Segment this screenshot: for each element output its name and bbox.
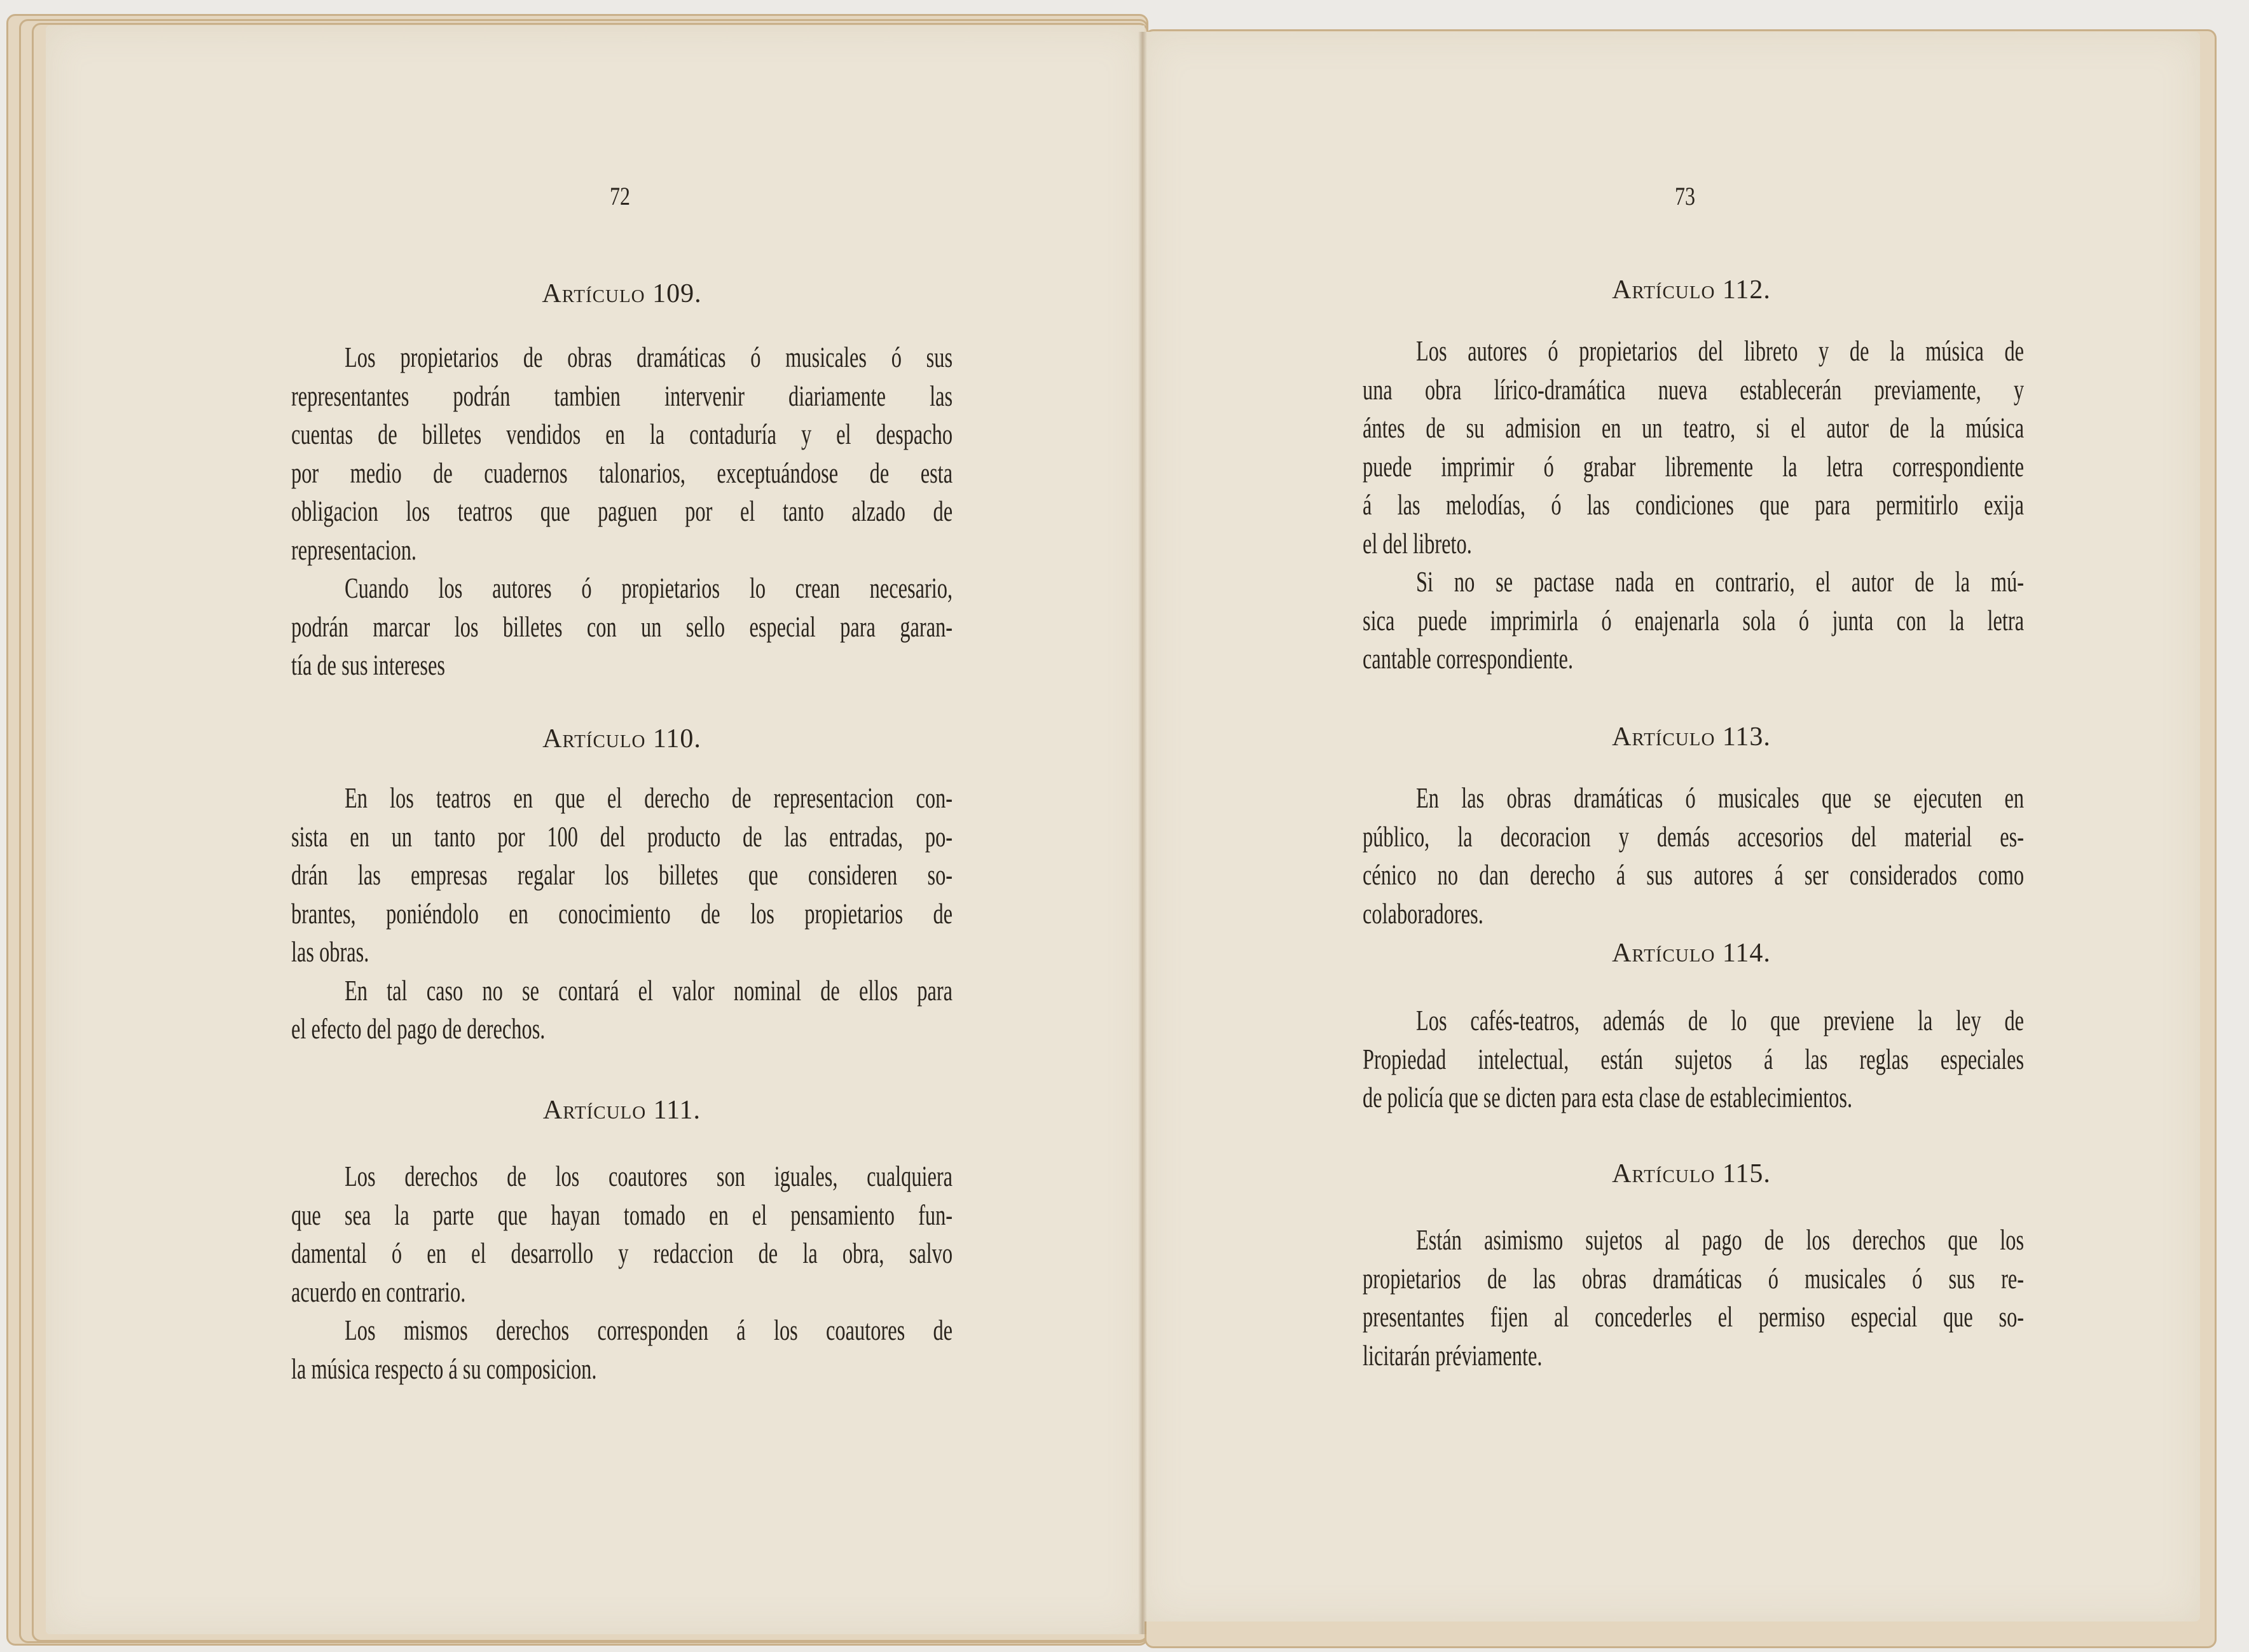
text-line: el efecto del pago de derechos. — [291, 1013, 546, 1045]
text-line: En los teatros en que el derecho de representacion con- — [345, 782, 953, 814]
article-body — [1363, 1002, 2024, 1117]
article-heading-number: 113. — [1722, 722, 1771, 752]
article-body — [291, 338, 953, 685]
text-line: brantes, poniéndolo en conocimiento de los propietarios de — [291, 897, 953, 930]
text-line: Los derechos de los coautores son iguales, cualquiera — [345, 1160, 953, 1192]
text-line: drán las empresas regalar los billetes que consideren so- — [291, 859, 953, 891]
text-line: cantable correspondiente. — [1363, 643, 1574, 675]
article-heading — [1361, 722, 2022, 752]
article-heading-word: Artículo — [1612, 722, 1716, 752]
text-line: público, la decoracion y demás accesorios del material es- — [1363, 820, 2025, 853]
text-line: ántes de su admision en un teatro, si el autor de la música — [1363, 412, 2025, 444]
text-line: cuentas de billetes vendidos en la contaduría y el despacho — [291, 418, 953, 450]
article-heading — [291, 1095, 953, 1125]
article-body — [1363, 332, 2024, 678]
article-heading-word: Artículo — [1612, 275, 1716, 305]
text-line: tía de sus intereses — [291, 649, 446, 681]
text-line: En tal caso no se contará el valor nominal de ellos para — [345, 974, 953, 1007]
article-heading — [291, 279, 953, 309]
article-heading-number: 111. — [653, 1096, 701, 1125]
text-line: que sea la parte que hayan tomado en el pensamiento fun- — [291, 1199, 953, 1231]
article-heading-word: Artículo — [542, 279, 645, 308]
text-line: Los autores ó propietarios del libreto y de la música de — [1416, 335, 2025, 367]
text-line: sica puede imprimirla ó enajenarla sola ó junta con la letra — [1363, 604, 2025, 637]
article-heading-word: Artículo — [542, 724, 646, 754]
article-heading-number: 110. — [652, 724, 701, 754]
article-heading-word: Artículo — [1612, 1159, 1716, 1188]
text-line: por medio de cuadernos talonarios, exceptuándose de esta — [291, 457, 953, 489]
text-line: licitarán préviamente. — [1363, 1339, 1543, 1372]
article-heading-word: Artículo — [542, 1096, 647, 1125]
text-line: Cuando los autores ó propietarios lo crean necesario, — [345, 572, 953, 604]
text-line: Están asimismo sujetos al pago de los derechos que los — [1416, 1224, 2025, 1256]
page-number-left: 72 — [610, 182, 630, 210]
article-heading — [1361, 938, 2022, 968]
text-line: el del libreto. — [1363, 527, 1472, 560]
text-line: la música respecto á su composicion. — [291, 1353, 597, 1385]
article-heading-number: 109. — [652, 279, 702, 308]
article-body — [291, 779, 953, 1049]
text-line: sista en un tanto por 100 del producto de las entradas, po- — [291, 820, 953, 853]
article-body — [1363, 779, 2024, 933]
text-line: Propiedad intelectual, están sujetos á las reglas especiales — [1363, 1043, 2025, 1075]
article-heading-number: 115. — [1722, 1159, 1771, 1188]
article-heading — [1361, 275, 2022, 305]
text-line: damental ó en el desarrollo y redaccion de la obra, salvo — [291, 1237, 953, 1269]
article-heading-number: 112. — [1722, 275, 1771, 305]
text-line: una obra lírico-dramática nueva establecerán previamente, y — [1363, 373, 2025, 406]
article-heading — [291, 724, 953, 754]
text-line: colaboradores. — [1363, 897, 1483, 930]
page-number-right: 73 — [1675, 182, 1695, 210]
article-heading-word: Artículo — [1612, 939, 1716, 968]
text-line: á las melodías, ó las condiciones que para permitirlo exija — [1363, 489, 2025, 521]
text-line: Los cafés-teatros, además de lo que previene la ley de — [1416, 1005, 2025, 1036]
text-line: Los propietarios de obras dramáticas ó musicales ó sus — [345, 341, 953, 373]
text-line: cénico no dan derecho á sus autores á ser considerados como — [1363, 859, 2025, 891]
text-line: puede imprimir ó grabar libremente la letra correspondiente — [1363, 450, 2025, 483]
text-line: obligacion los teatros que paguen por el tanto alzado de — [291, 495, 953, 527]
article-body — [1363, 1221, 2024, 1375]
text-line: representantes podrán tambien intervenir diariamente las — [291, 380, 953, 412]
text-line: las obras. — [291, 936, 369, 968]
article-body — [291, 1157, 953, 1388]
text-line: representacion. — [291, 533, 416, 566]
article-heading — [1361, 1159, 2022, 1189]
text-line: propietarios de las obras dramáticas ó musicales ó sus re- — [1363, 1262, 2025, 1295]
text-line: En las obras dramáticas ó musicales que se ejecuten en — [1416, 782, 2025, 814]
text-line: acuerdo en contrario. — [291, 1276, 466, 1308]
text-line: podrán marcar los billetes con un sello especial para garan- — [291, 610, 953, 643]
article-heading-number: 114. — [1722, 939, 1771, 968]
text-line: Los mismos derechos corresponden á los coautores de — [345, 1314, 953, 1346]
text-line: Si no se pactase nada en contrario, el autor de la mú- — [1416, 566, 2025, 598]
book-gutter — [1138, 32, 1147, 1634]
text-line: de policía que se dicten para esta clase de establecimientos. — [1363, 1082, 1853, 1113]
text-line: presentantes fijen al concederles el permiso especial que so- — [1363, 1301, 2025, 1333]
